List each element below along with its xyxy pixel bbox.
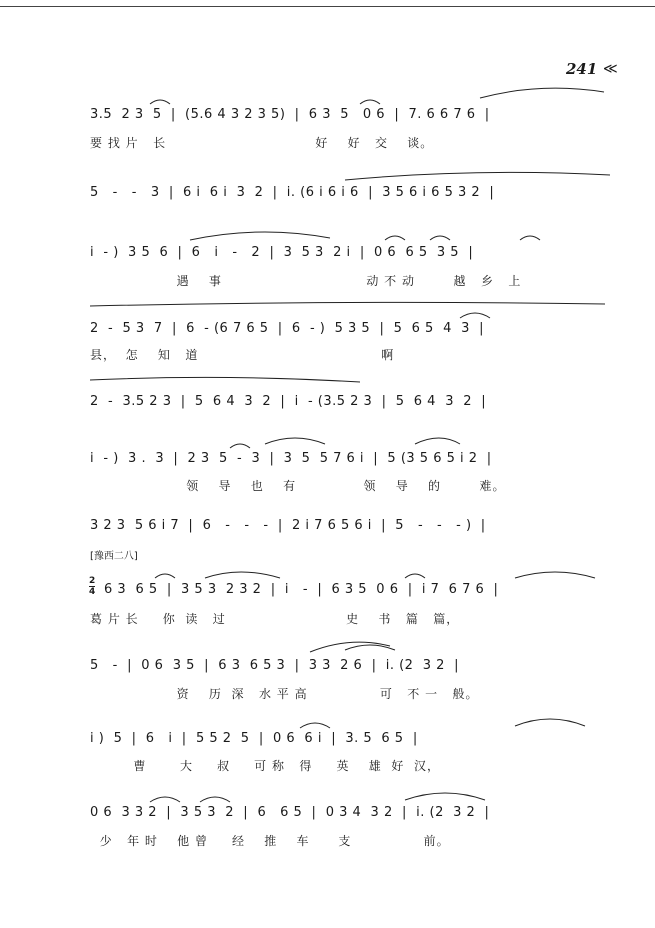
slur-arc [300, 723, 330, 728]
slur-arc [155, 574, 175, 578]
slur-arc [515, 719, 585, 726]
time-signature-bottom: 4 [89, 587, 96, 597]
slur-arc [415, 438, 460, 444]
lyrics-row-11: 少 年 时 他 曾 经 推 车 支 前。 [90, 834, 450, 848]
slur-arc [150, 100, 170, 104]
slur-arc [405, 574, 425, 578]
slur-arc [360, 100, 380, 104]
lyrics-row-4: 县， 怎 知 道 啊 [90, 348, 395, 362]
slur-arc [345, 172, 610, 180]
lyrics-row-9: 资 历 深 水 平 高 可 不 一 般。 [90, 687, 479, 701]
lyrics-row-1: 要 找 片 长 好 好 交 谈。 [90, 136, 434, 150]
slur-arc [520, 236, 540, 240]
slur-arc [405, 793, 485, 800]
slur-arc [515, 572, 595, 578]
lyrics-row-8: 葛 片 长 你 读 过 史 书 篇 篇， [90, 612, 460, 626]
slur-arc [230, 444, 250, 448]
slur-arc [430, 236, 450, 240]
lyrics-row-6: 领 导 也 有 领 导 的 难。 [90, 479, 506, 493]
notation-row-9: 5 - | 0 6 3 5 | 6 3 6 5 3 | 3 3 2 6 | i. (2 3 2 | [90, 658, 460, 673]
slur-arc [200, 797, 230, 802]
notation-row-8: 6 3 6 5 | 3 5 3 2 3 2 | i - | 6 3 5 0 6 | i 7 6 7 6 | [104, 582, 499, 597]
lyrics-row-10: 曹 大 叔 可 称 得 英 雄 好 汉， [90, 759, 441, 773]
notation-row-6: i - ) 3 . 3 | 2 3 5 - 3 | 3 5 5 7 6 i | 5 (3 5 6 5 i 2 | [90, 451, 492, 466]
slur-arc [205, 572, 280, 578]
notation-row-7: 3 2 3 5 6 i 7 | 6 - - - | 2 i 7 6 5 6 i | 5 - - - ) | [90, 518, 486, 533]
slur-arc [190, 232, 330, 240]
notation-row-5: 2 - 3.5 2 3 | 5 6 4 3 2 | i - (3.5 2 3 | 5 6 4 3 2 | [90, 394, 487, 409]
notation-row-11: 0 6 3 3 2 | 3 5 3 2 | 6 6 5 | 0 3 4 3 2 | i. (2 3 2 | [90, 805, 490, 820]
slur-arc [90, 377, 360, 382]
notation-row-10: i ) 5 | 6 i | 5 5 2 5 | 0 6 6 i | 3. 5 6 5 | [90, 731, 418, 746]
page-mark-icon: ≪ [603, 61, 618, 77]
notation-row-2: 5 - - 3 | 6 i 6 i 3 2 | i. (6 i 6 i 6 | 3 5 6 i 6 5 3 2 | [90, 185, 495, 200]
slur-arc [150, 797, 180, 802]
slur-arc [265, 438, 325, 444]
slur-arc [90, 302, 605, 306]
slur-arc [310, 642, 390, 652]
notation-row-3: i - ) 3 5 6 | 6 i - 2 | 3 5 3 2 i | 0 6 6 5 3 5 | [90, 245, 474, 260]
notation-row-4: 2 - 5 3 7 | 6 - (6 7 6 5 | 6 - ) 5 3 5 | 5 6 5 4 3 | [90, 321, 485, 336]
page-number: 241 [566, 60, 598, 78]
notation-row-1: 3.5 2 3 5 | (5.6 4 3 2 3 5) | 6 3 5 0 6 | 7. 6 6 7 6 | [90, 107, 490, 122]
lyrics-row-3: 遇 事 动 不 动 越 乡 上 [90, 274, 522, 288]
slur-arc [385, 236, 405, 240]
slur-arc [460, 313, 490, 318]
time-signature-top: 2 [89, 576, 96, 586]
section-label: [豫西二八] [90, 551, 138, 562]
slur-arc [480, 88, 604, 98]
